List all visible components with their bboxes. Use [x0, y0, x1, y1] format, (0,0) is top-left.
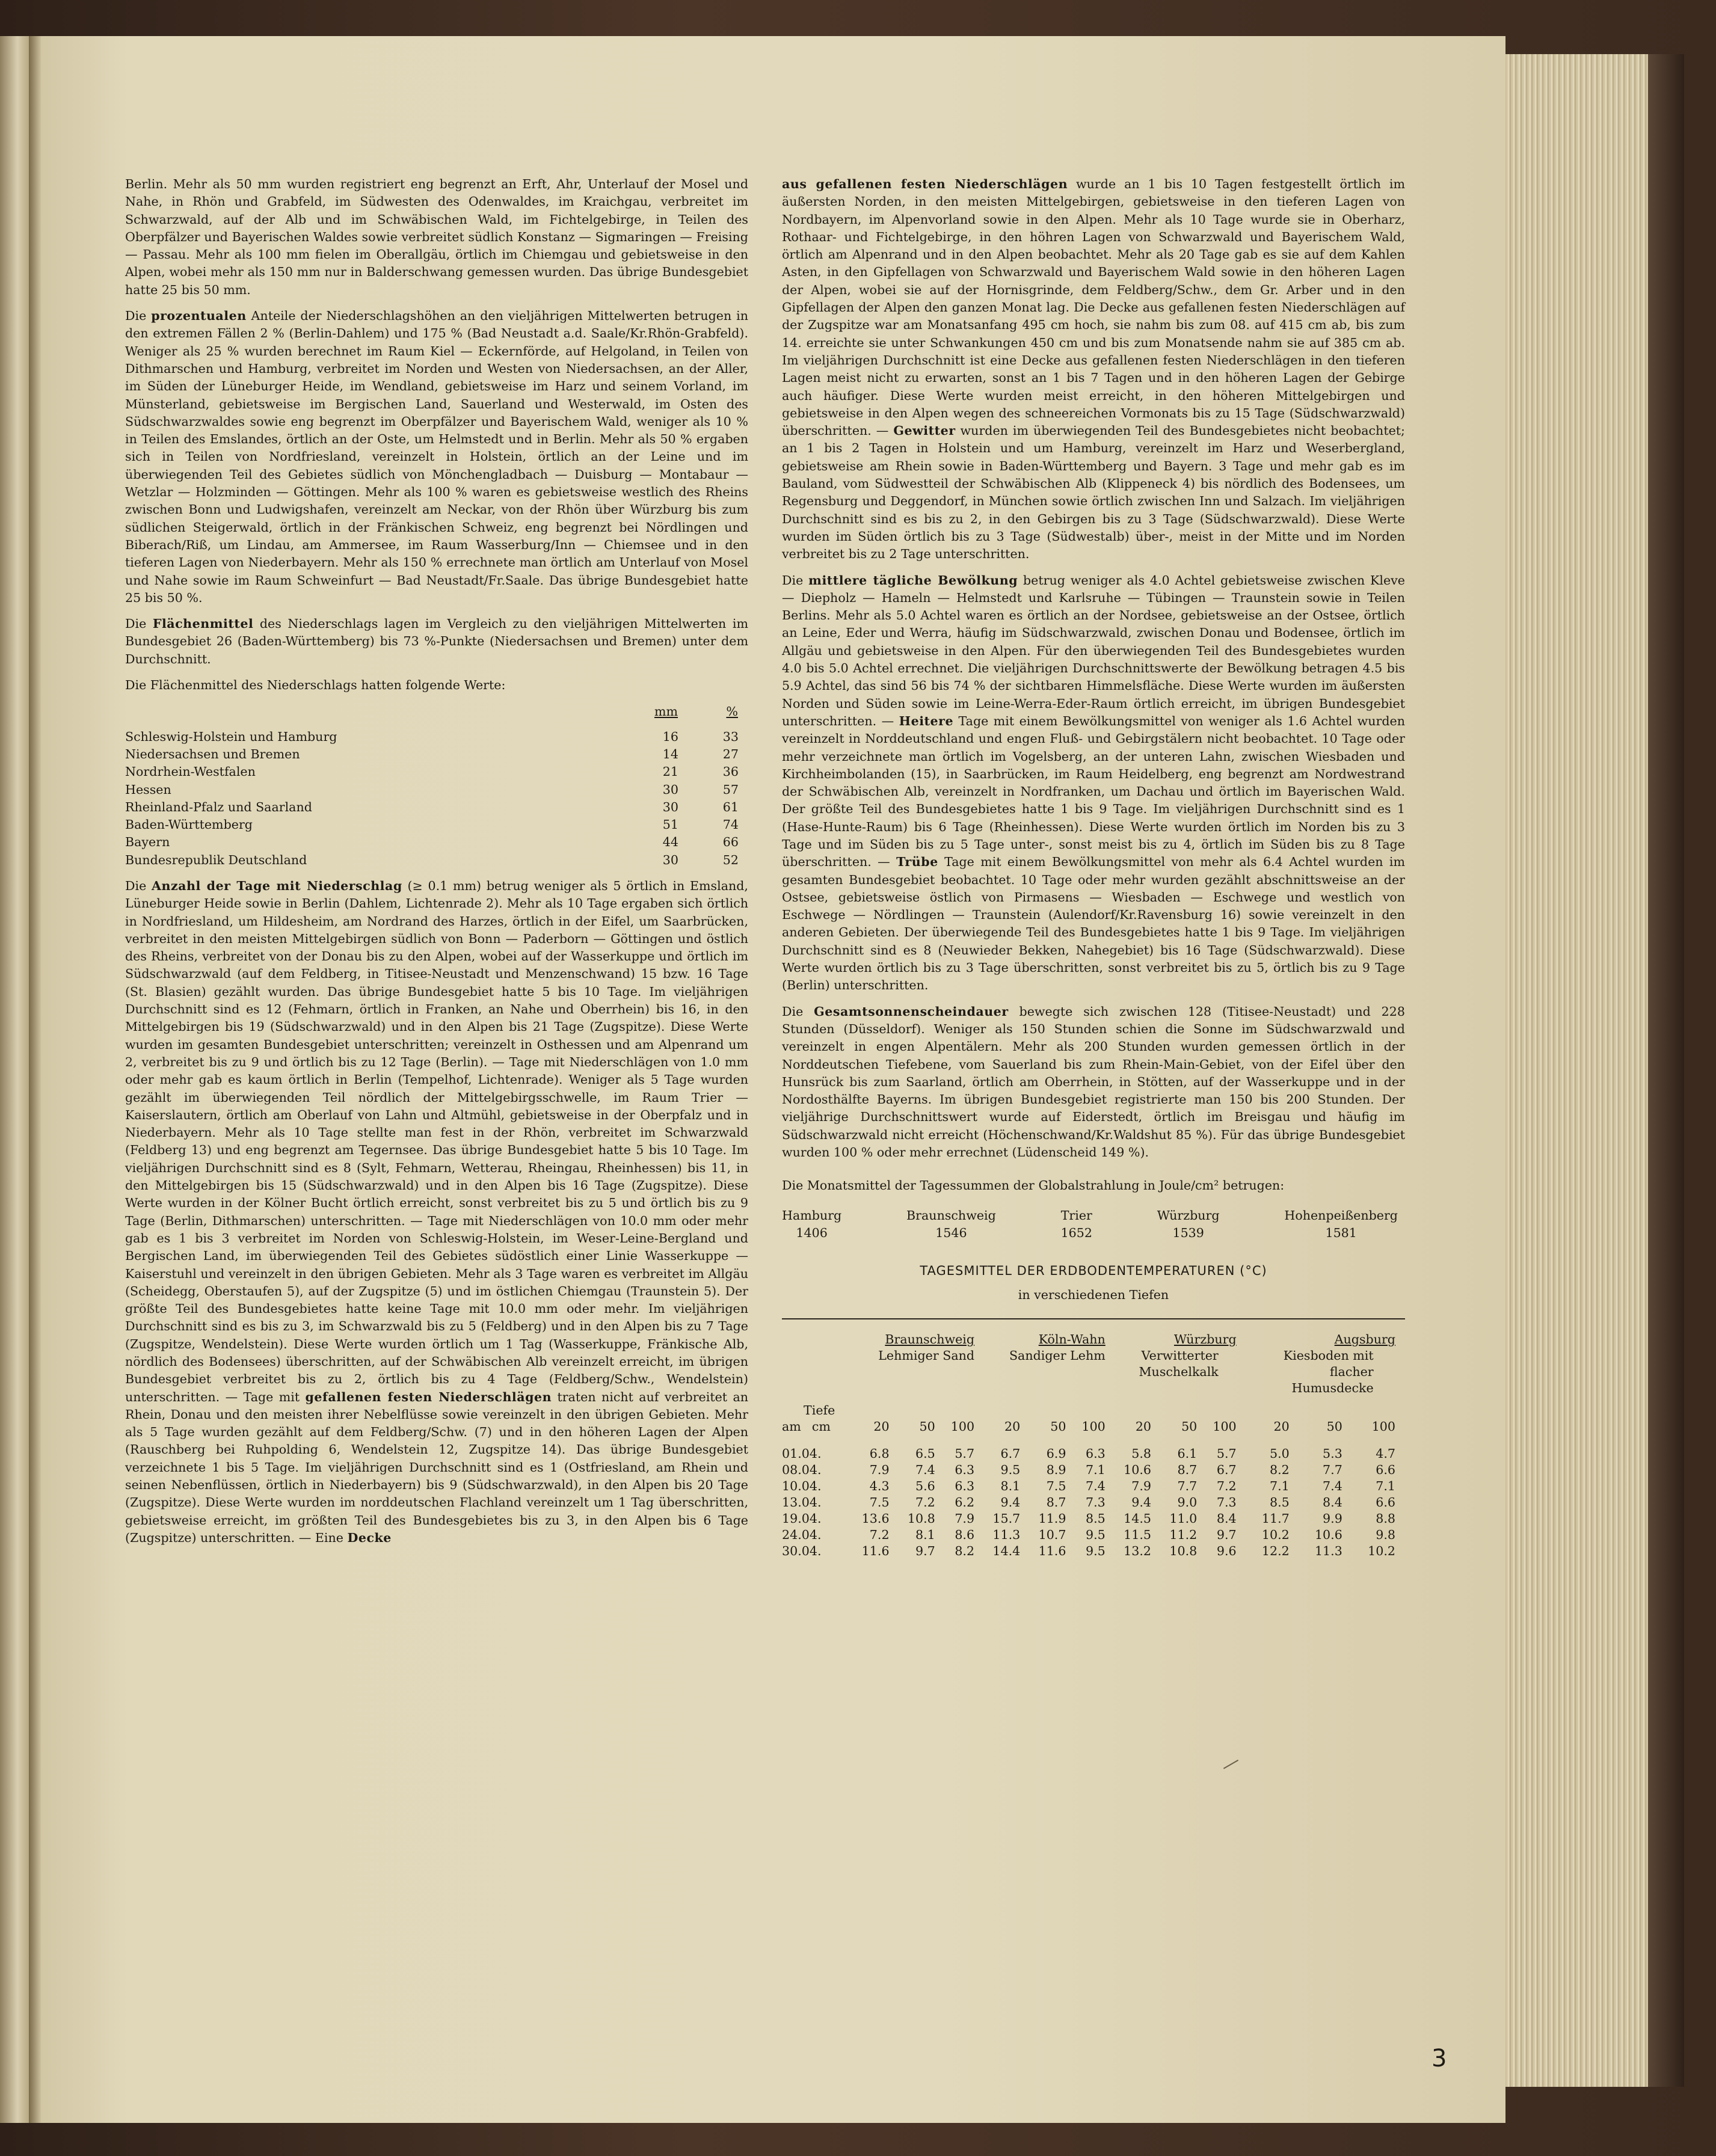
- temperature-cell: 6.9: [1046, 1446, 1066, 1461]
- radiation-value: 1406: [796, 1225, 828, 1240]
- bold-term: gefallenen festen Niederschlägen: [305, 1389, 552, 1404]
- temperature-cell: 5.8: [1131, 1446, 1152, 1461]
- depth-header: 50: [1326, 1419, 1342, 1434]
- temperature-cell: 6.3: [955, 1462, 975, 1477]
- bold-term: Decke: [347, 1530, 392, 1545]
- temperature-cell: 10.6: [1124, 1462, 1152, 1477]
- station-header: [843, 1331, 974, 1396]
- mm-cell: 30: [662, 852, 678, 867]
- temperature-cell: 15.7: [992, 1511, 1021, 1526]
- temperature-cell: 7.3: [1216, 1494, 1237, 1510]
- station-header: [1106, 1331, 1237, 1396]
- temperature-cell: 14.4: [992, 1543, 1021, 1558]
- table-row: [125, 763, 739, 781]
- radiation-station: [1157, 1207, 1220, 1242]
- mm-cell: 51: [662, 817, 678, 832]
- global-radiation-text: Die Monatsmittel der Tagessummen der Globalstrahlung in Joule/cm² betrugen:: [782, 1178, 1285, 1193]
- soil-type: Lehmiger Sand: [878, 1348, 975, 1363]
- temperature-cell: 6.2: [955, 1494, 975, 1510]
- temperature-cell: 7.2: [869, 1527, 890, 1542]
- temperature-cell: 5.6: [915, 1478, 935, 1493]
- temperature-cell: 11.0: [1169, 1511, 1198, 1526]
- global-radiation-values: [782, 1207, 1405, 1242]
- temperature-cell: 8.4: [1323, 1494, 1342, 1510]
- temperature-cell: 7.1: [1376, 1478, 1395, 1493]
- station-header: [1237, 1331, 1395, 1396]
- temperature-cell: 8.7: [1177, 1462, 1198, 1477]
- depth-header: 100: [1081, 1419, 1106, 1434]
- paragraph-snow-cover: aus gefallenen festen Niederschlägen wurde an 1 bis 10 Tagen festgestellt örtlich im äußersten Norden, in den meisten Mittelgebirgen, gebietsweise in den tieferen Lagen von Nordbayern, im Alpenvorland sowie in den Alpen. Mehr als 10 Tage wurde sie in Oberharz, Rothaar- und Fichtelgebirge, in den höhren Lagen von Schwarzwald und Bayerischem Wald, örtlich am Alpenrand und in den Alpen beobachtet. Mehr als 20 Tage gab es sie auf dem Kahlen Asten, in den Gipfellagen von Schwarzwald und Bayerischem Wald sowie in den höheren Lagen der Alpen, wobei sie auf der Hornisgrinde, dem Feldberg/Schw., dem Gr. Arber und in den Gipfellagen der Alpen den ganzen Monat lag. Die Decke aus gefallenen festen Niederschlägen auf der Zugspitze war am Monatsanfang 495 cm hoch, sie nahm bis zum 08. auf 415 cm ab, bis zum 14. erreichte sie unter Schwankungen 450 cm und bis zum Monatsende nahm sie auf 385 cm ab. Im vieljährigen Durchschnitt ist eine Decke aus gefallenen festen Niederschlägen in den tieferen Lagen meist nicht zu erwarten, sonst an 1 bis 7 Tagen und in den höheren Lagen der Gebirge auch häufiger. Diese Werte wurden meist erreicht, in den höheren Mittelgebirgen und gebietsweise in den Alpen wegen des schneereichen Vormonats bis zu 15 Tage (Südschwarzwald) überschritten. — Gewitter wurden im überwiegenden Teil des Bundesgebietes nicht beobachtet; an 1 bis 2 Tagen in Holstein und um Hamburg, vereinzelt im Harz und Weserbergland, gebietsweise am Rhein sowie in Baden-Württemberg und Bayern. 3 Tage und mehr gab es im Bauland, vom Südwestteil der Schwäbischen Alb (Klippeneck 4) bis nördlich des Bodensees, um Regensburg und Deggendorf, in München sowie örtlich zwischen Inn und Salzach. Im vieljährigen Durchschnitt sind es bis zu 2, in den Gebirgen bis zu 3 Tage (Südschwarzwald). Diese Werte wurden im Süden örtlich bis zu 3 Tage (Südwestalb) über-, meist in der Mitte und im Norden verbreitet bis zu 2 Tage unterschritten.: [782, 177, 1405, 562]
- paragraph-area-means: Die Flächenmittel des Niederschlags lagen im Vergleich zu den vieljährigen Mittelwerten im Bundesgebiet 26 (Baden-Württemberg) bis 73 %-Punkte (Niedersachsen und Bremen) unter dem Durchschnitt.: [125, 616, 748, 666]
- page-number: 3: [1432, 2045, 1447, 2072]
- temperature-cell: 8.9: [1046, 1462, 1066, 1477]
- temperature-cell: 11.6: [1038, 1543, 1066, 1558]
- table-row: [125, 728, 739, 746]
- bold-term: Anzahl der Tage mit Niederschlag: [152, 878, 402, 893]
- temperature-cell: 8.1: [915, 1527, 935, 1542]
- region-cell: Nordrhein-Westfalen: [125, 764, 256, 779]
- mm-cell: 21: [662, 764, 678, 779]
- temperature-cell: 7.5: [1046, 1478, 1066, 1493]
- table-row: [125, 852, 739, 869]
- station-header-row: [782, 1331, 1395, 1396]
- temperature-cell: 9.8: [1376, 1527, 1395, 1542]
- station-name: Hohenpeißenberg: [1284, 1208, 1398, 1223]
- temperature-cell: 9.4: [1000, 1494, 1021, 1510]
- table-row: [782, 1527, 1395, 1543]
- temperature-cell: 11.6: [861, 1543, 890, 1558]
- temperature-cell: 7.7: [1323, 1462, 1342, 1477]
- temperature-cell: 8.1: [1000, 1478, 1021, 1493]
- depth-header: 50: [1181, 1419, 1198, 1434]
- date-cell: 19.04.: [782, 1511, 822, 1526]
- depth-header: 50: [919, 1419, 935, 1434]
- temperature-cell: 13.2: [1124, 1543, 1152, 1558]
- column-header-percent: %: [726, 704, 738, 719]
- station-name: Würzburg: [1173, 1331, 1237, 1347]
- table-row: [782, 1446, 1395, 1462]
- bold-term: Trübe: [896, 855, 938, 870]
- right-column: [782, 176, 1405, 1559]
- soil-temperature-table: [782, 1331, 1395, 1559]
- temperature-cell: 10.6: [1314, 1527, 1342, 1542]
- temperature-cell: 11.2: [1169, 1527, 1198, 1542]
- depth-header: 100: [1213, 1419, 1237, 1434]
- paragraph-precipitation-amounts: Berlin. Mehr als 50 mm wurden registriert eng begrenzt an Erft, Ahr, Unterlauf der Mosel und Nahe, in Rhön und Grabfeld, im Südwesten des Odenwaldes, im Kraichgau, verbreitet im Schwarzwald, auf der Alb und im Schwäbischen Wald, im Fichtelgebirge, in Teilen des Oberpfälzer und Bayerischen Waldes sowie verbreitet südlich Konstanz — Sigmaringen — Freising — Passau. Mehr als 100 mm fielen im Oberallgäu, örtlich im Chiemgau und gebietsweise in den Alpen, wobei mehr als 150 mm nur in Balderschwang gemessen wurden. Das übrige Bundesgebiet hatte 25 bis 50 mm.: [125, 177, 748, 297]
- temperature-cell: 6.8: [869, 1446, 890, 1461]
- station-name: Köln-Wahn: [1038, 1331, 1106, 1347]
- mm-cell: 30: [662, 782, 678, 797]
- depth-header: 20: [873, 1419, 890, 1434]
- temperature-cell: 9.9: [1323, 1511, 1342, 1526]
- date-cell: 08.04.: [782, 1462, 822, 1477]
- depth-header: 20: [1004, 1419, 1021, 1434]
- radiation-value: 1539: [1172, 1225, 1204, 1240]
- temperature-cell: 8.8: [1376, 1511, 1395, 1526]
- temperature-cell: 13.6: [861, 1511, 890, 1526]
- table-row: [125, 799, 739, 816]
- temperature-cell: 6.5: [915, 1446, 935, 1461]
- depth-header: 50: [1050, 1419, 1066, 1434]
- radiation-value: 1581: [1325, 1225, 1357, 1240]
- temperature-cell: 11.7: [1261, 1511, 1290, 1526]
- temperature-cell: 9.0: [1177, 1494, 1198, 1510]
- temperature-cell: 9.7: [915, 1543, 935, 1558]
- temperature-cell: 5.7: [955, 1446, 975, 1461]
- temperature-cell: 8.6: [955, 1527, 975, 1542]
- depth-header-row: [782, 1419, 1395, 1435]
- date-cell: 10.04.: [782, 1478, 822, 1493]
- percent-cell: 66: [722, 835, 739, 850]
- table-row: [782, 1462, 1395, 1478]
- temperature-cell: 8.4: [1216, 1511, 1237, 1526]
- percent-cell: 27: [722, 746, 739, 761]
- temperature-cell: 4.3: [869, 1478, 890, 1493]
- temperature-cell: 11.3: [1314, 1543, 1342, 1558]
- table-row: [125, 816, 739, 834]
- temperature-cell: 7.4: [1086, 1478, 1106, 1493]
- date-cell: 01.04.: [782, 1446, 822, 1461]
- depth-header: 100: [950, 1419, 975, 1434]
- region-cell: Bayern: [125, 835, 170, 850]
- table-intro: Die Flächenmittel des Niederschlags hatten folgende Werte:: [125, 678, 506, 693]
- temperature-cell: 7.2: [915, 1494, 935, 1510]
- station-name: Braunschweig: [906, 1208, 996, 1223]
- table-rule: [782, 1318, 1405, 1319]
- mm-cell: 16: [662, 729, 678, 744]
- left-column: [125, 176, 748, 1555]
- global-radiation-block: [782, 1177, 1405, 1242]
- temperature-cell: 5.0: [1269, 1446, 1290, 1461]
- temperature-cell: 6.7: [1216, 1462, 1237, 1477]
- table-row: [125, 781, 739, 799]
- temperature-cell: 10.2: [1368, 1543, 1395, 1558]
- date-cell: 13.04.: [782, 1494, 822, 1510]
- temperature-cell: 7.1: [1269, 1478, 1290, 1493]
- soil-temperature-title: TAGESMITTEL DER ERDBODENTEMPERATUREN (°C): [920, 1264, 1267, 1279]
- region-cell: Rheinland-Pfalz und Saarland: [125, 799, 312, 814]
- bold-term: prozentualen: [151, 309, 247, 324]
- soil-type: Sandiger Lehm: [1009, 1348, 1106, 1363]
- pencil-mark: [1218, 1750, 1238, 1769]
- station-name: Würzburg: [1157, 1208, 1220, 1223]
- station-name: Braunschweig: [885, 1331, 975, 1347]
- depth-header: 20: [1273, 1419, 1290, 1434]
- bold-term: aus gefallenen festen Niederschlägen: [782, 177, 1068, 191]
- bold-term: Heitere: [899, 713, 954, 728]
- temperature-cell: 7.9: [1131, 1478, 1152, 1493]
- temperature-cell: 9.5: [1086, 1543, 1106, 1558]
- bold-term: Gesamtsonnenscheindauer: [814, 1004, 1009, 1019]
- date-cell: 30.04.: [782, 1543, 822, 1558]
- temperature-cell: 7.5: [869, 1494, 890, 1510]
- unit-label: cm: [811, 1419, 831, 1434]
- temperature-cell: 5.7: [1216, 1446, 1237, 1461]
- temperature-cell: 12.2: [1261, 1543, 1290, 1558]
- temperature-cell: 7.2: [1216, 1478, 1237, 1493]
- temperature-cell: 5.3: [1323, 1446, 1342, 1461]
- region-cell: Niedersachsen und Bremen: [125, 746, 300, 761]
- area-means-table: [125, 702, 739, 869]
- radiation-value: 1546: [935, 1225, 967, 1240]
- temperature-cell: 7.4: [1323, 1478, 1342, 1493]
- region-cell: Hessen: [125, 782, 171, 797]
- depth-label: Tiefe: [804, 1402, 835, 1417]
- temperature-cell: 7.9: [869, 1462, 890, 1477]
- percent-cell: 57: [722, 782, 739, 797]
- temperature-cell: 7.4: [915, 1462, 935, 1477]
- radiation-station: [1284, 1207, 1398, 1242]
- spacer-row: [782, 1435, 1395, 1446]
- temperature-cell: 6.1: [1177, 1446, 1198, 1461]
- document-page: [41, 36, 1505, 2123]
- soil-temperature-subtitle: in verschiedenen Tiefen: [1018, 1287, 1169, 1302]
- percent-cell: 61: [722, 799, 739, 814]
- temperature-cell: 8.5: [1269, 1494, 1290, 1510]
- temperature-cell: 9.5: [1000, 1462, 1021, 1477]
- temperature-cell: 7.1: [1086, 1462, 1106, 1477]
- temperature-cell: 9.5: [1086, 1527, 1106, 1542]
- paragraph-sunshine: Die Gesamtsonnenscheindauer bewegte sich zwischen 128 (Titisee-Neustadt) und 228 Stunden (Düsseldorf). Weniger als 150 Stunden schien die Sonne im Südschwarzwald und vereinzelt in engen Alpentälern. Mehr als 200 Stunden wurden gemessen örtlich in der Norddeutschen Tiefebene, vom Sauerland bis zum Rhein-Main-Gebiet, von der Eifel über den Hunsrück bis zum Saarland, örtlich am Oberrhein, in Stötten, auf der Wasserkuppe und in der Nordosthälfte Bayerns. Im übrigen Bundesgebiet registrierte man 150 bis 200 Stunden. Der vieljährige Durchschnittswert wurde auf Eiderstedt, örtlich im Breisgau und häufig im Südschwarzwald nicht erreicht (Höchenschwand/Kr.Waldshut 85 %). Für das übrige Bundesgebiet wurden 100 % oder mehr errechnet (Lüdenscheid 149 %).: [782, 1004, 1405, 1160]
- mm-cell: 14: [662, 746, 678, 761]
- paragraph-precipitation-days: Die Anzahl der Tage mit Niederschlag (≥ 0.1 mm) betrug weniger als 5 örtlich in Emsland, Lüneburger Heide sowie in Berlin (Dahlem, Lichtenrade 2). Mehr als 10 Tage ergaben sich örtlich in Nordfriesland, um Hildesheim, am Nordrand des Harzes, örtlich in der Eifel, um Saarbrücken, verbreitet in den meisten Mittelgebirgen südlich von Bonn — Paderborn — Göttingen und östlich des Rheins, verbreitet von der Donau bis zu den Alpen, wobei auf der Wasserkuppe und örtlich im Südschwarzwald (auf dem Feldberg, in Titisee-Neustadt und Menzenschwand) 15 bzw. 16 Tage (St. Blasien) gezählt wurden. Das übrige Bundesgebiet hatte 5 bis 10 Tage. Im vieljährigen Durchschnitt sind es 12 (Fehmarn, örtlich in Franken, an Nahe und Oberrhein) bis 16, in den Mittelgebirgen bis 19 (Südschwarzwald) und in den Alpen bis 21 Tage (Zugspitze). Diese Werte wurden im gesamten Bundesgebiet unterschritten; vereinzelt in Osthessen und am Alpenrand um 2, verbreitet bis zu 9 und örtlich bis zu 12 Tage (Berlin). — Tage mit Niederschlägen von 1.0 mm oder mehr gab es kaum örtlich in Berlin (Tempelhof, Lichtenrade). Weniger als 5 Tage wurden gezählt im überwiegenden Teil nördlich der Mittelgebirgsschwelle, im Raum Trier — Kaiserslautern, örtlich am Oberlauf von Lahn und Altmühl, gebietsweise in der Oberpfalz und in Niederbayern. Mehr als 10 Tage stellte man fest in der Rhön, verbreitet im Schwarzwald (Feldberg 13) und eng begrenzt am Tegernsee. Das übrige Bundesgebiet hatte 5 bis 10 Tage. Im vieljährigen Durchschnitt sind es 8 (Sylt, Fehmarn, Wetterau, Rheingau, Rheinhessen) bis 11, in den Mittelgebirgen bis 15 (Südschwarzwald) und in den Alpen bis 16 Tage (Zugspitze). Diese Werte wurden in der Kölner Bucht örtlich erreicht, sonst verbreitet bis zu 5 und örtlich bis zu 9 Tage (Berlin, Dithmarschen) unterschritten. — Tage mit Niederschlägen von 10.0 mm oder mehr gab es 1 bis 3 verbreitet im Norden von Schleswig-Holstein, im Weser-Leine-Bergland und Bergischen Land, im überwiegenden Teil des Gebietes südöstlich einer Linie Wasserkuppe — Kaiserstuhl und vereinzelt in den übrigen Gebieten. Mehr als 3 Tage waren es verbreitet im Allgäu (Scheidegg, Oberstaufen 5), auf der Zugspitze (5) und im östlichen Chiemgau (Traunstein 5). Der größte Teil des Bundesgebietes hatte keine Tage mit 10.0 mm oder mehr. Im vieljährigen Durchschnitt sind es bis zu 3, im Schwarzwald bis zu 5 (Feldberg) und in den Alpen bis zu 7 Tage (Zugspitze, Wendelstein). Diese Werte wurden örtlich um 1 Tag (Wasserkuppe, Fränkische Alb, nördlich des Bodensees) überschritten, auf der Schwäbischen Alb vereinzelt erreicht, im übrigen Bundesgebiet verbreitet bis zu 2, örtlich bis zu 4 Tage (Feldberg/Schw., Wendelstein) unterschritten. — Tage mit gefallenen festen Niederschlägen traten nicht auf verbreitet an Rhein, Donau und den meisten ihrer Nebelflüsse sowie vereinzelt in den übrigen Gebieten. Mehr als 5 Tage wurden gezählt auf dem Feldberg/Schw. (7) und in den höheren Lagen der Alpen (Rauschberg bei Ruhpolding 6, Wendelstein 12, Zugspitze 14). Das übrige Bundesgebiet verzeichnete 1 bis 5 Tage. Im vieljährigen Durchschnitt sind es 1 (Ostfriesland, am Rhein und seinen Nebenflüssen, örtlich in Niederbayern) bis 9 (Südschwarzwald), in den Alpen bis 20 Tage (Zugspitze). Diese Werte wurden im norddeutschen Flachland vereinzelt um 1 Tag überschritten, gebietsweise erreicht, im größten Teil des Bundesgebietes bis zu 3, in den Alpen bis 6 Tage (Zugspitze) unterschritten. — Eine Decke: [125, 878, 748, 1545]
- temperature-cell: 8.5: [1086, 1511, 1106, 1526]
- temperature-cell: 10.8: [1169, 1543, 1198, 1558]
- temperature-cell: 9.6: [1216, 1543, 1237, 1558]
- mm-cell: 30: [662, 799, 678, 814]
- temperature-cell: 14.5: [1124, 1511, 1152, 1526]
- depth-header: 100: [1371, 1419, 1395, 1434]
- paragraph-percentages: Die prozentualen Anteile der Niederschlagshöhen an den vieljährigen Mittelwerten betrugen in den extremen Fällen 2 % (Berlin-Dahlem) und 175 % (Bad Neustadt a.d. Saale/Kr.Rhön-Grabfeld). Weniger als 25 % wurden berechnet im Raum Kiel — Eckernförde, auf Helgoland, in Teilen von Dithmarschen und Hamburg, verbreitet im Norden und Westen von Niedersachsen, an der Aller, im Süden der Lüneburger Heide, im Wendland, gebietsweise im Harz und seinem Vorland, im Münsterland, gebietsweise im Bergischen Land, Sauerland und Westerwald, im Osten des Südschwarzwaldes sowie eng begrenzt im Oberpfälzer und Bayerischem Wald, weniger als 10 % in Teilen des Emslandes, örtlich an der Oste, um Helmstedt und in Berlin. Mehr als 50 % ergaben sich in Teilen von Nordfriesland, vereinzelt in Holstein, örtlich an der Leine und im überwiegenden Teil des Gebietes südlich von Mönchengladbach — Duisburg — Montabaur — Wetzlar — Holzminden — Göttingen. Mehr als 100 % waren es gebietsweise westlich des Rheins zwischen Bonn und Ludwigshafen, vereinzelt am Neckar, von der Rhön über Würzburg bis zum südlichen Steigerwald, örtlich in der Fränkischen Schweiz, eng begrenzt bei Nördlingen und Biberach/Riß, um Lindau, am Ammersee, im Raum Wasserburg/Inn — Chiemsee und in den tieferen Lagen von Niederbayern. Mehr als 150 % errechnete man örtlich am Unterlauf von Mosel und Nahe sowie im Raum Schweinfurt — Bad Neustadt/Fr.Saale. Das übrige Bundesgebiet hatte 25 bis 50 %.: [125, 309, 748, 605]
- temperature-cell: 9.4: [1131, 1494, 1152, 1510]
- station-header: [974, 1331, 1106, 1396]
- percent-cell: 33: [722, 729, 739, 744]
- temperature-cell: 10.2: [1261, 1527, 1290, 1542]
- date-cell: 24.04.: [782, 1527, 822, 1542]
- bold-term: Gewitter: [893, 423, 956, 438]
- temperature-cell: 4.7: [1376, 1446, 1395, 1461]
- column-header-mm: mm: [654, 704, 678, 719]
- table-row: [125, 834, 739, 851]
- region-cell: Bundesrepublik Deutschland: [125, 852, 307, 867]
- temperature-cell: 10.7: [1038, 1527, 1066, 1542]
- depth-header: 20: [1135, 1419, 1152, 1434]
- station-name: Trier: [1060, 1208, 1092, 1223]
- percent-cell: 52: [722, 852, 739, 867]
- region-cell: Baden-Württemberg: [125, 817, 253, 832]
- paragraph-cloudiness: Die mittlere tägliche Bewölkung betrug weniger als 4.0 Achtel gebietsweise zwischen Kleve — Diepholz — Hameln — Helmstedt und Karlsruhe — Tübingen — Traunstein sowie in Teilen Berlins. Mehr als 5.0 Achtel waren es örtlich an der Nordsee, gebietsweise an der Ostsee, örtlich an Leine, Eder und Werra, häufig im Südschwarzwald, zwischen Donau und Bodensee, örtlich im Allgäu und gebietsweise in den Alpen. Für den überwiegenden Teil des Bundesgebietes wurden 4.0 bis 5.0 Achtel errechnet. Die vieljährigen Durchschnittswerte der Bewölkung betragen 4.5 bis 5.9 Achtel, das sind 56 bis 74 % der sichtbaren Himmelsfläche. Diese Werte wurden im äußersten Norden und Süden sowie im Leine-Werra-Eder-Raum örtlich erreicht, im übrigen Bundesgebiet unterschritten. — Heitere Tage mit einem Bewölkungsmittel von weniger als 1.6 Achtel wurden vereinzelt in Norddeutschland und engen Fluß- und Gebirgstälern nicht beobachtet. 10 Tage oder mehr verzeichnete man örtlich im Vogelsberg, an der unteren Lahn, zwischen Wiesbaden und Kirchheimbolanden (15), in Saarbrücken, im Raum Heidelberg, eng begrenzt am Nordwestrand der Schwäbischen Alb, vereinzelt in Nordfranken, um Dachau und örtlich im Bayerischen Wald. Der größte Teil des Bundesgebietes hatte 1 bis 9 Tage. Im vieljährigen Durchschnitt sind es 1 (Hase-Hunte-Raum) bis 6 Tage (Rheinhessen). Diese Werte wurden örtlich im Norden bis zu 3 Tage und im Süden bis zu 5 Tage unter-, sonst meist bis zu 4, örtlich im Süden bis zu 8 Tage überschritten. — Trübe Tage mit einem Bewölkungsmittel von mehr als 6.4 Achtel wurden im gesamten Bundesgebiet beobachtet. 10 Tage oder mehr wurden gezählt abschnittsweise an der Ostsee, gebietsweise östlich von Pirmasens — Wiesbaden — Eschwege und westlich von Eschwege — Nördlingen — Traunstein (Aulendorf/Kr.Ravensburg 16) sowie vereinzelt in den anderen Gebieten. Der überwiegende Teil des Bundesgebietes hatte 1 bis 9 Tage. Im vieljährigen Durchschnitt sind es 8 (Neuwieder Bekken, Nahegebiet) bis 16 Tage (Südschwarzwald). Diese Werte wurden örtlich bis zu 3 Tage überschritten, sonst verbreitet bis zu 5, örtlich bis zu 9 Tage (Berlin) unterschritten.: [782, 573, 1405, 993]
- table-row: [782, 1543, 1395, 1559]
- facing-page-edge: [0, 36, 29, 2123]
- temperature-cell: 9.7: [1216, 1527, 1237, 1542]
- soil-type: Verwitterter Muschelkalk: [1139, 1348, 1219, 1379]
- station-name: Hamburg: [782, 1208, 842, 1223]
- temperature-cell: 6.3: [955, 1478, 975, 1493]
- temperature-cell: 6.7: [1000, 1446, 1021, 1461]
- table-row: [782, 1511, 1395, 1527]
- depth-label-row: [782, 1396, 1395, 1419]
- date-label: am: [782, 1419, 801, 1434]
- table-row: [125, 746, 739, 763]
- soil-type: Kiesboden mit flacher Humusdecke: [1283, 1348, 1374, 1395]
- radiation-value: 1652: [1060, 1225, 1092, 1240]
- bold-term: mittlere tägliche Bewölkung: [808, 573, 1018, 588]
- temperature-cell: 8.2: [1269, 1462, 1290, 1477]
- temperature-cell: 6.3: [1086, 1446, 1106, 1461]
- temperature-cell: 7.7: [1177, 1478, 1198, 1493]
- radiation-station: [782, 1207, 841, 1242]
- mm-cell: 44: [662, 835, 678, 850]
- percent-cell: 74: [722, 817, 739, 832]
- temperature-cell: 11.5: [1124, 1527, 1152, 1542]
- temperature-cell: 6.6: [1376, 1462, 1395, 1477]
- radiation-station: [1061, 1207, 1092, 1242]
- bold-term: Flächenmittel: [152, 616, 254, 631]
- book-gutter: [29, 36, 41, 2123]
- radiation-station: [906, 1207, 996, 1242]
- table-row: [782, 1494, 1395, 1511]
- station-name: Augsburg: [1334, 1331, 1395, 1347]
- binding-shadow: [1648, 54, 1684, 2087]
- temperature-cell: 7.3: [1086, 1494, 1106, 1510]
- temperature-cell: 8.7: [1046, 1494, 1066, 1510]
- temperature-cell: 10.8: [907, 1511, 935, 1526]
- temperature-cell: 6.6: [1376, 1494, 1395, 1510]
- table-row: [782, 1478, 1395, 1494]
- temperature-cell: 7.9: [955, 1511, 975, 1526]
- percent-cell: 36: [722, 764, 739, 779]
- temperature-cell: 11.3: [992, 1527, 1021, 1542]
- temperature-cell: 8.2: [955, 1543, 975, 1558]
- region-cell: Schleswig-Holstein und Hamburg: [125, 729, 337, 744]
- temperature-cell: 11.9: [1038, 1511, 1066, 1526]
